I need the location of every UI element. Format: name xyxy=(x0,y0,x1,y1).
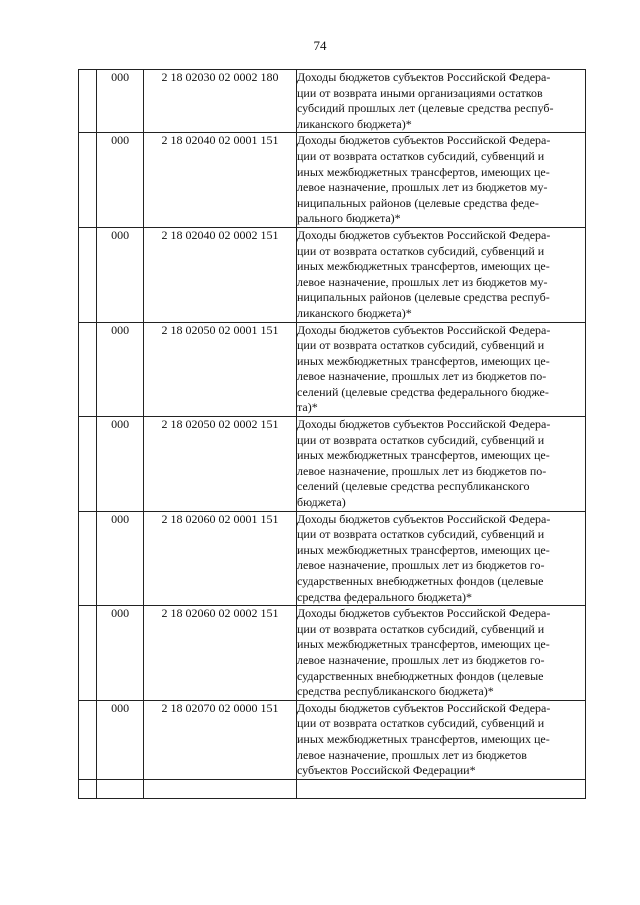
budget-classification-code-cell: 2 18 02050 02 0002 151 xyxy=(143,417,296,512)
row-margin-cell xyxy=(79,700,97,779)
row-margin-cell xyxy=(79,133,97,228)
table-row xyxy=(79,133,586,228)
description-line: иных межбюджетных трансфертов, имеющих це- xyxy=(297,448,550,463)
revenue-description-cell xyxy=(297,417,586,512)
description-line: левое назначение, прошлых лет из бюджетов го- xyxy=(297,558,545,573)
description-line: ниципальных районов (целевые средства респуб- xyxy=(297,290,550,305)
empty-cell xyxy=(79,779,97,798)
description-line: иных межбюджетных трансфертов, имеющих це- xyxy=(297,164,550,179)
description-line: Доходы бюджетов субъектов Российской Федера- xyxy=(297,227,551,242)
revenue-description-cell xyxy=(297,70,586,133)
description-line: рального бюджета)* xyxy=(297,211,401,226)
description-line: ликанского бюджета)* xyxy=(297,116,412,131)
table-row xyxy=(79,227,586,322)
table-row xyxy=(79,417,586,512)
table-row xyxy=(79,322,586,417)
description-line: ции от возврата остатков субсидий, субвенций и xyxy=(297,621,545,636)
description-line: ции от возврата остатков субсидий, субвенций и xyxy=(297,527,545,542)
table-row xyxy=(79,606,586,701)
description-line: селений (целевые средства федерального бюдже- xyxy=(297,384,549,399)
description-line: ции от возврата остатков субсидий, субвенций и xyxy=(297,338,545,353)
description-line: сударственных внебюджетных фондов (целевые xyxy=(297,668,544,683)
description-line: иных межбюджетных трансфертов, имеющих це- xyxy=(297,542,550,557)
description-line: ции от возврата остатков субсидий, субвенций и xyxy=(297,716,545,731)
description-line: селений (целевые средства республиканского xyxy=(297,479,530,494)
table-row xyxy=(79,700,586,779)
administrator-code-cell: 000 xyxy=(97,227,144,322)
description-line: иных межбюджетных трансфертов, имеющих це- xyxy=(297,353,550,368)
description-line: Доходы бюджетов субъектов Российской Федера- xyxy=(297,322,551,337)
description-line: бюджета) xyxy=(297,495,346,510)
budget-classification-code-cell: 2 18 02060 02 0002 151 xyxy=(143,606,296,701)
description-line: ликанского бюджета)* xyxy=(297,305,412,320)
description-line: средства федерального бюджета)* xyxy=(297,589,473,604)
description-line: иных межбюджетных трансфертов, имеющих це- xyxy=(297,259,550,274)
description-line: Доходы бюджетов субъектов Российской Федера- xyxy=(297,606,551,621)
administrator-code-cell: 000 xyxy=(97,417,144,512)
description-line: левое назначение, прошлых лет из бюджетов xyxy=(297,747,527,762)
empty-cell xyxy=(143,779,296,798)
budget-classification-code-cell: 2 18 02040 02 0001 151 xyxy=(143,133,296,228)
revenue-description-cell xyxy=(297,133,586,228)
description-line: Доходы бюджетов субъектов Российской Федера- xyxy=(297,70,551,84)
description-line: Доходы бюджетов субъектов Российской Федера- xyxy=(297,700,551,715)
description-line: ции от возврата остатков субсидий, субвенций и xyxy=(297,432,545,447)
budget-classification-table xyxy=(78,69,586,799)
budget-classification-code-cell: 2 18 02060 02 0001 151 xyxy=(143,511,296,606)
budget-classification-code-cell: 2 18 02070 02 0000 151 xyxy=(143,700,296,779)
table-row xyxy=(79,70,586,133)
description-line: левое назначение, прошлых лет из бюджетов го- xyxy=(297,652,545,667)
description-line: ции от возврата остатков субсидий, субвенций и xyxy=(297,148,545,163)
revenue-description-cell xyxy=(297,606,586,701)
administrator-code-cell: 000 xyxy=(97,322,144,417)
budget-classification-code-cell: 2 18 02030 02 0002 180 xyxy=(143,70,296,133)
description-line: иных межбюджетных трансфертов, имеющих це- xyxy=(297,731,550,746)
description-line: сударственных внебюджетных фондов (целевые xyxy=(297,574,544,588)
description-line: левое назначение, прошлых лет из бюджетов му- xyxy=(297,274,548,289)
row-margin-cell xyxy=(79,70,97,133)
revenue-description-cell xyxy=(297,322,586,417)
administrator-code-cell: 000 xyxy=(97,700,144,779)
row-margin-cell xyxy=(79,417,97,512)
description-line: Доходы бюджетов субъектов Российской Федера- xyxy=(297,511,551,526)
budget-classification-code-cell: 2 18 02040 02 0002 151 xyxy=(143,227,296,322)
description-line: ции от возврата остатков субсидий, субвенций и xyxy=(297,243,545,258)
revenue-description-cell xyxy=(297,227,586,322)
row-margin-cell xyxy=(79,322,97,417)
description-line: иных межбюджетных трансфертов, имеющих це- xyxy=(297,637,550,652)
description-line: ниципальных районов (целевые средства феде- xyxy=(297,195,539,210)
row-margin-cell xyxy=(79,511,97,606)
row-margin-cell xyxy=(79,227,97,322)
description-line: субъектов Российской Федерации* xyxy=(297,763,476,778)
table-row xyxy=(79,511,586,606)
revenue-description-cell xyxy=(297,700,586,779)
description-line: ции от возврата иными организациями остатков xyxy=(297,85,543,100)
description-line: та)* xyxy=(297,400,318,415)
revenue-description-cell xyxy=(297,511,586,606)
description-line: левое назначение, прошлых лет из бюджетов по- xyxy=(297,369,547,384)
description-line: субсидий прошлых лет (целевые средства респуб- xyxy=(297,101,554,116)
description-line: Доходы бюджетов субъектов Российской Федера- xyxy=(297,417,551,432)
administrator-code-cell: 000 xyxy=(97,606,144,701)
budget-classification-code-cell: 2 18 02050 02 0001 151 xyxy=(143,322,296,417)
description-line: средства республиканского бюджета)* xyxy=(297,684,494,699)
page-number: 74 xyxy=(313,38,327,53)
description-line: левое назначение, прошлых лет из бюджетов му- xyxy=(297,180,548,195)
description-line: левое назначение, прошлых лет из бюджетов по- xyxy=(297,463,547,478)
administrator-code-cell: 000 xyxy=(97,70,144,133)
administrator-code-cell: 000 xyxy=(97,511,144,606)
table-continuation-row xyxy=(79,779,586,798)
administrator-code-cell: 000 xyxy=(97,133,144,228)
description-line: Доходы бюджетов субъектов Российской Федера- xyxy=(297,133,551,148)
row-margin-cell xyxy=(79,606,97,701)
empty-cell xyxy=(97,779,144,798)
empty-cell xyxy=(297,779,586,798)
